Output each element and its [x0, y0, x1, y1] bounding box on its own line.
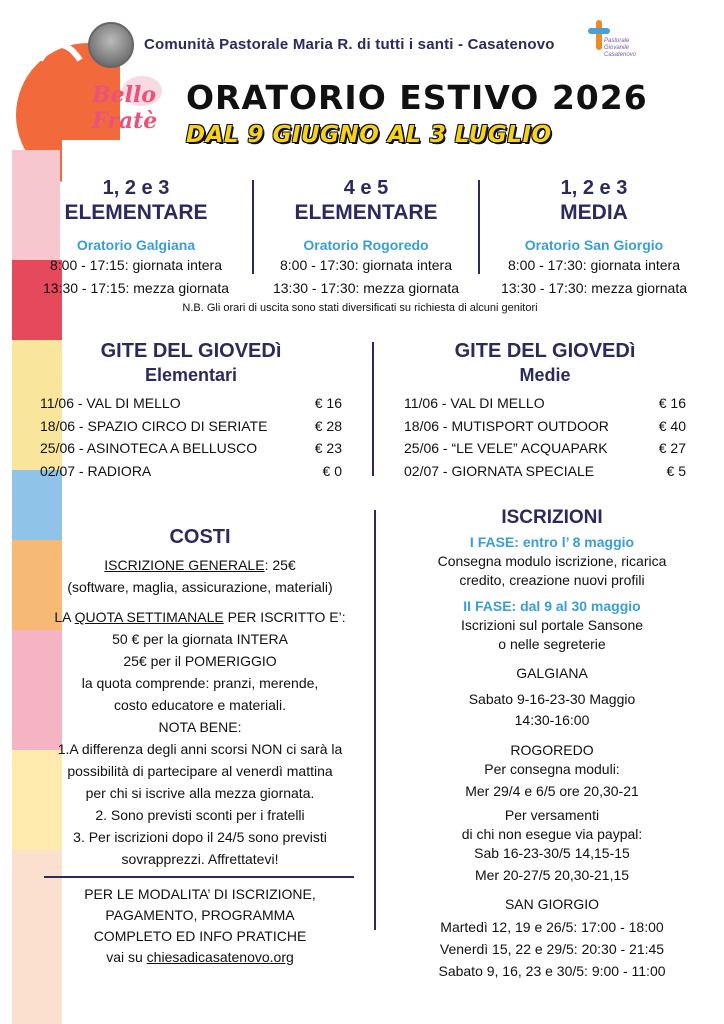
bellofrate-logo	[92, 76, 172, 148]
column-grade: 1, 2 e 3	[102, 177, 170, 199]
weekly-fee-label: QUOTA SETTIMANALE	[74, 609, 224, 625]
modalities-link-line	[40, 947, 360, 968]
spacer	[26, 598, 374, 606]
trips-title: GITE DEL GIOVEDì	[454, 340, 636, 362]
cost-line: 1.A differenza degli anni scorsi NON ci sarà la	[57, 741, 343, 757]
trip-row	[40, 437, 342, 460]
phase-2-line: Iscrizioni sul portale Sansone	[460, 617, 644, 633]
trips-title: GITE DEL GIOVEDì	[100, 340, 282, 362]
trip-price: € 16	[314, 395, 342, 411]
trip-row	[404, 437, 686, 460]
trip-row	[404, 415, 686, 438]
column-level: ELEMENTARE	[294, 201, 438, 224]
cost-line: 2. Sono previsti sconti per i fratelli	[95, 807, 305, 823]
trips-subtitle: Elementari	[144, 365, 238, 385]
cost-line: per chi si iscrive alla mezza giornata.	[85, 785, 315, 801]
column-elementare-1-3	[24, 176, 248, 300]
phase-1-line: Consegna modulo iscrizione, ricarica	[437, 553, 667, 569]
rogoredo-line: Mer 20-27/5 20,30-21,15	[474, 867, 630, 883]
modalities-line: PAGAMENTO, PROGRAMMA	[105, 907, 295, 923]
cost-line: sovrapprezzi. Affrettatevi!	[121, 851, 279, 867]
trip-price: € 16	[658, 395, 686, 411]
trip-price: € 28	[314, 417, 342, 434]
modalities-info	[40, 884, 360, 968]
general-fee-label: ISCRIZIONE GENERALE	[104, 557, 265, 573]
section-divider	[44, 876, 354, 878]
trip-price: € 23	[314, 440, 342, 456]
hours-full-day: 8:00 - 17:30: giornata intera	[507, 257, 680, 273]
costs-divider	[374, 510, 376, 930]
modalities-line: COMPLETO ED INFO PRATICHE	[93, 928, 307, 944]
trip-row	[40, 392, 342, 415]
cost-line: la quota comprende: pranzi, merende,	[81, 675, 319, 691]
general-fee-value: : 25€	[264, 557, 296, 573]
page-title: ORATORIO ESTIVO 2026	[186, 78, 648, 117]
phase-1-line: credito, creazione nuovi profili	[459, 572, 645, 588]
trips-subtitle: Medie	[519, 365, 571, 385]
column-level: ELEMENTARE	[64, 201, 208, 224]
modalities-link-pre: vai su	[106, 949, 147, 965]
trips-elementari	[40, 338, 342, 482]
san-giorgio-line: Venerdì 15, 22 e 29/5: 20:30 - 21:45	[439, 941, 665, 957]
column-grade: 4 e 5	[343, 177, 389, 199]
rogoredo-line: Sab 16-23-30/5 14,15-15	[474, 845, 630, 861]
cost-line: 50 € per la giornata INTERA	[112, 631, 288, 647]
trip-label: 02/07 - RADIORA	[40, 462, 152, 479]
trip-label: 18/06 - MUTISPORT OUTDOOR	[404, 417, 609, 434]
trip-price: € 0	[322, 462, 342, 479]
enrolment-section	[400, 506, 704, 982]
cross-icon	[596, 20, 602, 50]
place-galgiana: GALGIANA	[516, 665, 588, 681]
hours-half-day: 13:30 - 17:15: mezza giornata	[42, 280, 229, 296]
schedule-note: N.B. Gli orari di uscita sono stati diversificati su richiesta di alcuni genitori	[182, 302, 538, 314]
enrolment-heading: ISCRIZIONI	[501, 507, 603, 528]
website-link[interactable]: chiesadicasatenovo.org	[146, 949, 294, 965]
rogoredo-line: di chi non esegue via paypal:	[461, 826, 643, 842]
event-dates: DAL 9 GIUGNO AL 3 LUGLIO	[186, 122, 552, 148]
trip-label: 18/06 - SPAZIO CIRCO DI SERIATE	[40, 417, 268, 434]
column-level: MEDIA	[560, 201, 628, 224]
phase-2-line: o nelle segreterie	[498, 636, 606, 652]
trip-label: 11/06 - VAL DI MELLO	[40, 395, 181, 411]
rogoredo-line: Mer 29/4 e 6/5 ore 20,30-21	[465, 783, 639, 799]
san-giorgio-line: Martedì 12, 19 e 26/5: 17:00 - 18:00	[440, 919, 664, 935]
trips-divider	[372, 342, 374, 476]
costs-section	[26, 524, 374, 870]
weekly-fee	[26, 606, 374, 628]
phase-2-title: II FASE: dal 9 al 30 maggio	[463, 598, 641, 614]
pastorale-giovanile-logo	[584, 20, 642, 66]
trips-medie	[404, 338, 686, 482]
trip-price: € 5	[666, 462, 686, 479]
column-venue: Oratorio Galgiana	[76, 237, 196, 253]
trip-price: € 27	[658, 440, 686, 456]
place-rogoredo: ROGOREDO	[510, 742, 594, 758]
costs-heading: COSTI	[169, 526, 231, 548]
cost-line: 25€ per il POMERIGGIO	[123, 653, 277, 669]
modalities-line: PER LE MODALITA’ DI ISCRIZIONE,	[84, 886, 316, 902]
general-fee-detail: (software, maglia, assicurazione, materiali)	[67, 579, 333, 595]
trip-row	[40, 415, 342, 438]
column-elementare-4-5	[258, 176, 474, 300]
hours-half-day: 13:30 - 17:30: mezza giornata	[500, 280, 687, 296]
san-giorgio-line: Sabato 9, 16, 23 e 30/5: 9:00 - 11:00	[438, 963, 666, 979]
rogoredo-line: Per versamenti	[504, 807, 600, 823]
pastorale-logo-text: Pastorale Giovanile Casatenovo	[604, 38, 637, 58]
cost-line: NOTA BENE:	[158, 719, 242, 735]
trip-row	[404, 392, 686, 415]
cost-line: 3. Per iscrizioni dopo il 24/5 sono previsti	[73, 829, 327, 845]
galgiana-line: 14:30-16:00	[514, 712, 590, 728]
column-divider	[252, 180, 254, 274]
column-grade: 1, 2 e 3	[560, 177, 628, 199]
column-media-1-3	[480, 176, 708, 300]
galgiana-line: Sabato 9-16-23-30 Maggio	[468, 691, 636, 707]
phase-1-title: I FASE: entro l’ 8 maggio	[469, 534, 635, 550]
cost-line: costo educatore e materiali.	[114, 697, 286, 713]
place-san-giorgio: SAN GIORGIO	[504, 896, 600, 912]
bellofrate-logo-text: Bello Fratè	[92, 82, 158, 134]
trip-row	[40, 460, 342, 483]
parish-logo	[88, 22, 134, 68]
hours-full-day: 8:00 - 17:15: giornata intera	[49, 257, 222, 273]
weekly-fee-pre: LA	[54, 609, 75, 625]
hours-full-day: 8:00 - 17:30: giornata intera	[279, 257, 452, 273]
rogoredo-line: Per consegna moduli:	[484, 761, 620, 777]
column-venue: Oratorio San Giorgio	[524, 237, 664, 253]
cross-icon-bar	[588, 28, 610, 34]
trip-label: 11/06 - VAL DI MELLO	[404, 395, 545, 411]
trip-row	[404, 460, 686, 483]
trip-label: 25/06 - ASINOTECA A BELLUSCO	[40, 440, 258, 456]
weekly-fee-post: PER ISCRITTO E’:	[223, 609, 346, 625]
hours-half-day: 13:30 - 17:30: mezza giornata	[272, 280, 459, 296]
parish-name: Comunità Pastorale Maria R. di tutti i santi - Casatenovo	[144, 36, 555, 53]
trip-label: 02/07 - GIORNATA SPECIALE	[404, 462, 595, 479]
trip-label: 25/06 - “LE VELE” ACQUAPARK	[404, 440, 608, 456]
trip-price: € 40	[658, 417, 686, 434]
general-fee	[26, 554, 374, 576]
cost-line: possibilità di partecipare al venerdì mattina	[67, 763, 333, 779]
column-venue: Oratorio Rogoredo	[303, 237, 429, 253]
